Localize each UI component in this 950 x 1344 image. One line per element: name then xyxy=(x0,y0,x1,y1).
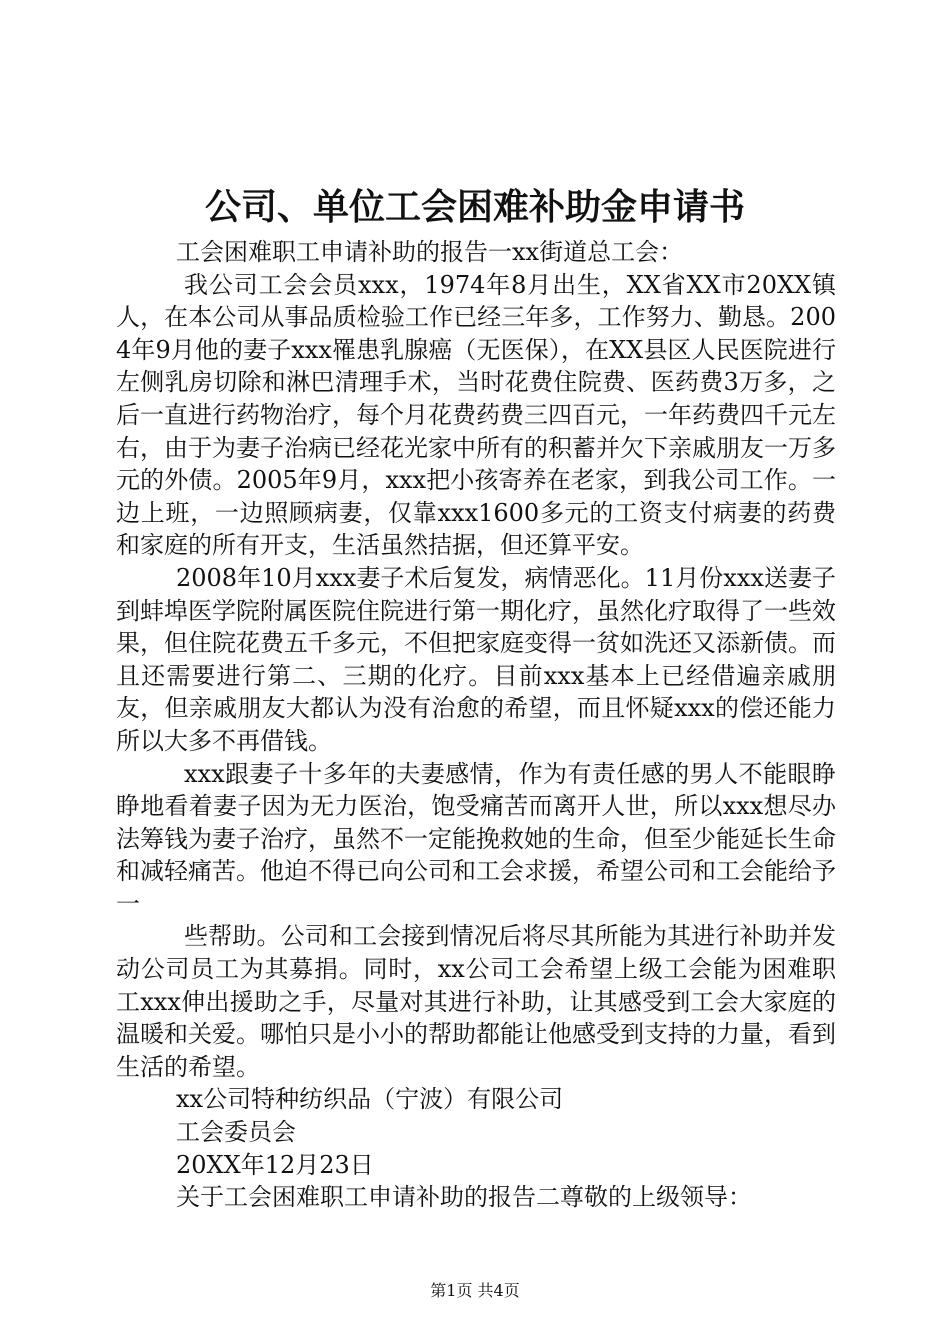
paragraph-relapse: 2008年10月xxx妻子术后复发，病情恶化。11月份xxx送妻子到蚌埠医学院附属医院住院进行第一期化疗，虽然化疗取得了一些效果，但住院花费五千多元，不但把家庭变得一贫如洗还又添新债。而且还需要进行第二、三期的化疗。目前xxx基本上已经借遍亲戚朋友，但亲戚朋友大都认为没有治愈的希望，而且怀疑xxx的偿还能力所以大多不再借钱。 xyxy=(116,563,836,755)
signature-company: xx公司特种纺织品（宁波）有限公司 xyxy=(176,1085,564,1114)
paragraph-appeal: xxx跟妻子十多年的夫妻感情，作为有责任感的男人不能眼睁睁地看着妻子因为无力医治，饱受痛苦而离开人世，所以xxx想尽办法筹钱为妻子治疗，虽然不一定能挽救她的生命，但至少能延长生命和减轻痛苦。他迫不得已向公司和工会求援，希望公司和工会能给予一 xyxy=(116,759,836,918)
signature-committee: 工会委员会 xyxy=(176,1118,296,1147)
signature-date: 20XX年12月23日 xyxy=(176,1150,374,1179)
document-body xyxy=(116,236,836,1214)
document-title: 公司、单位工会困难补助金申请书 xyxy=(204,187,745,228)
next-report-heading: 关于工会困难职工申请补助的报告二尊敬的上级领导： xyxy=(176,1183,752,1212)
paragraph-salutation: 工会困难职工申请补助的报告一xx街道总工会： xyxy=(176,238,684,266)
page-footer: 第1页 共4页 xyxy=(430,1281,520,1300)
paragraph-request: 些帮助。公司和工会接到情况后将尽其所能为其进行补助并发动公司员工为其募捐。同时，xx公司工会希望上级工会能为困难职工xxx伸出援助之手，尽量对其进行补助，让其感受到工会大家庭的温暖和关爱。哪怕只是小小的帮助都能让他感受到支持的力量，看到生活的希望。 xyxy=(116,922,836,1081)
paragraph-member-background: 我公司工会会员xxx，1974年8月出生，XX省XX市20XX镇人，在本公司从事品质检验工作已经三年多，工作努力、勤恳。2004年9月他的妻子xxx罹患乳腺癌（无医保），在XX县区人民医院进行左侧乳房切除和淋巴清理手术，当时花费住院费、医药费3万多，之后一直进行药物治疗，每个月花费药费三四百元，一年药费四千元左右，由于为妻子治病已经花光家中所有的积蓄并欠下亲戚朋友一万多元的外债。2005年9月，xxx把小孩寄养在老家，到我公司工作。一边上班，一边照顾病妻，仅靠xxx1600多元的工资支付病妻的药费和家庭的所有开支，生活虽然拮据，但还算平安。 xyxy=(116,270,836,560)
